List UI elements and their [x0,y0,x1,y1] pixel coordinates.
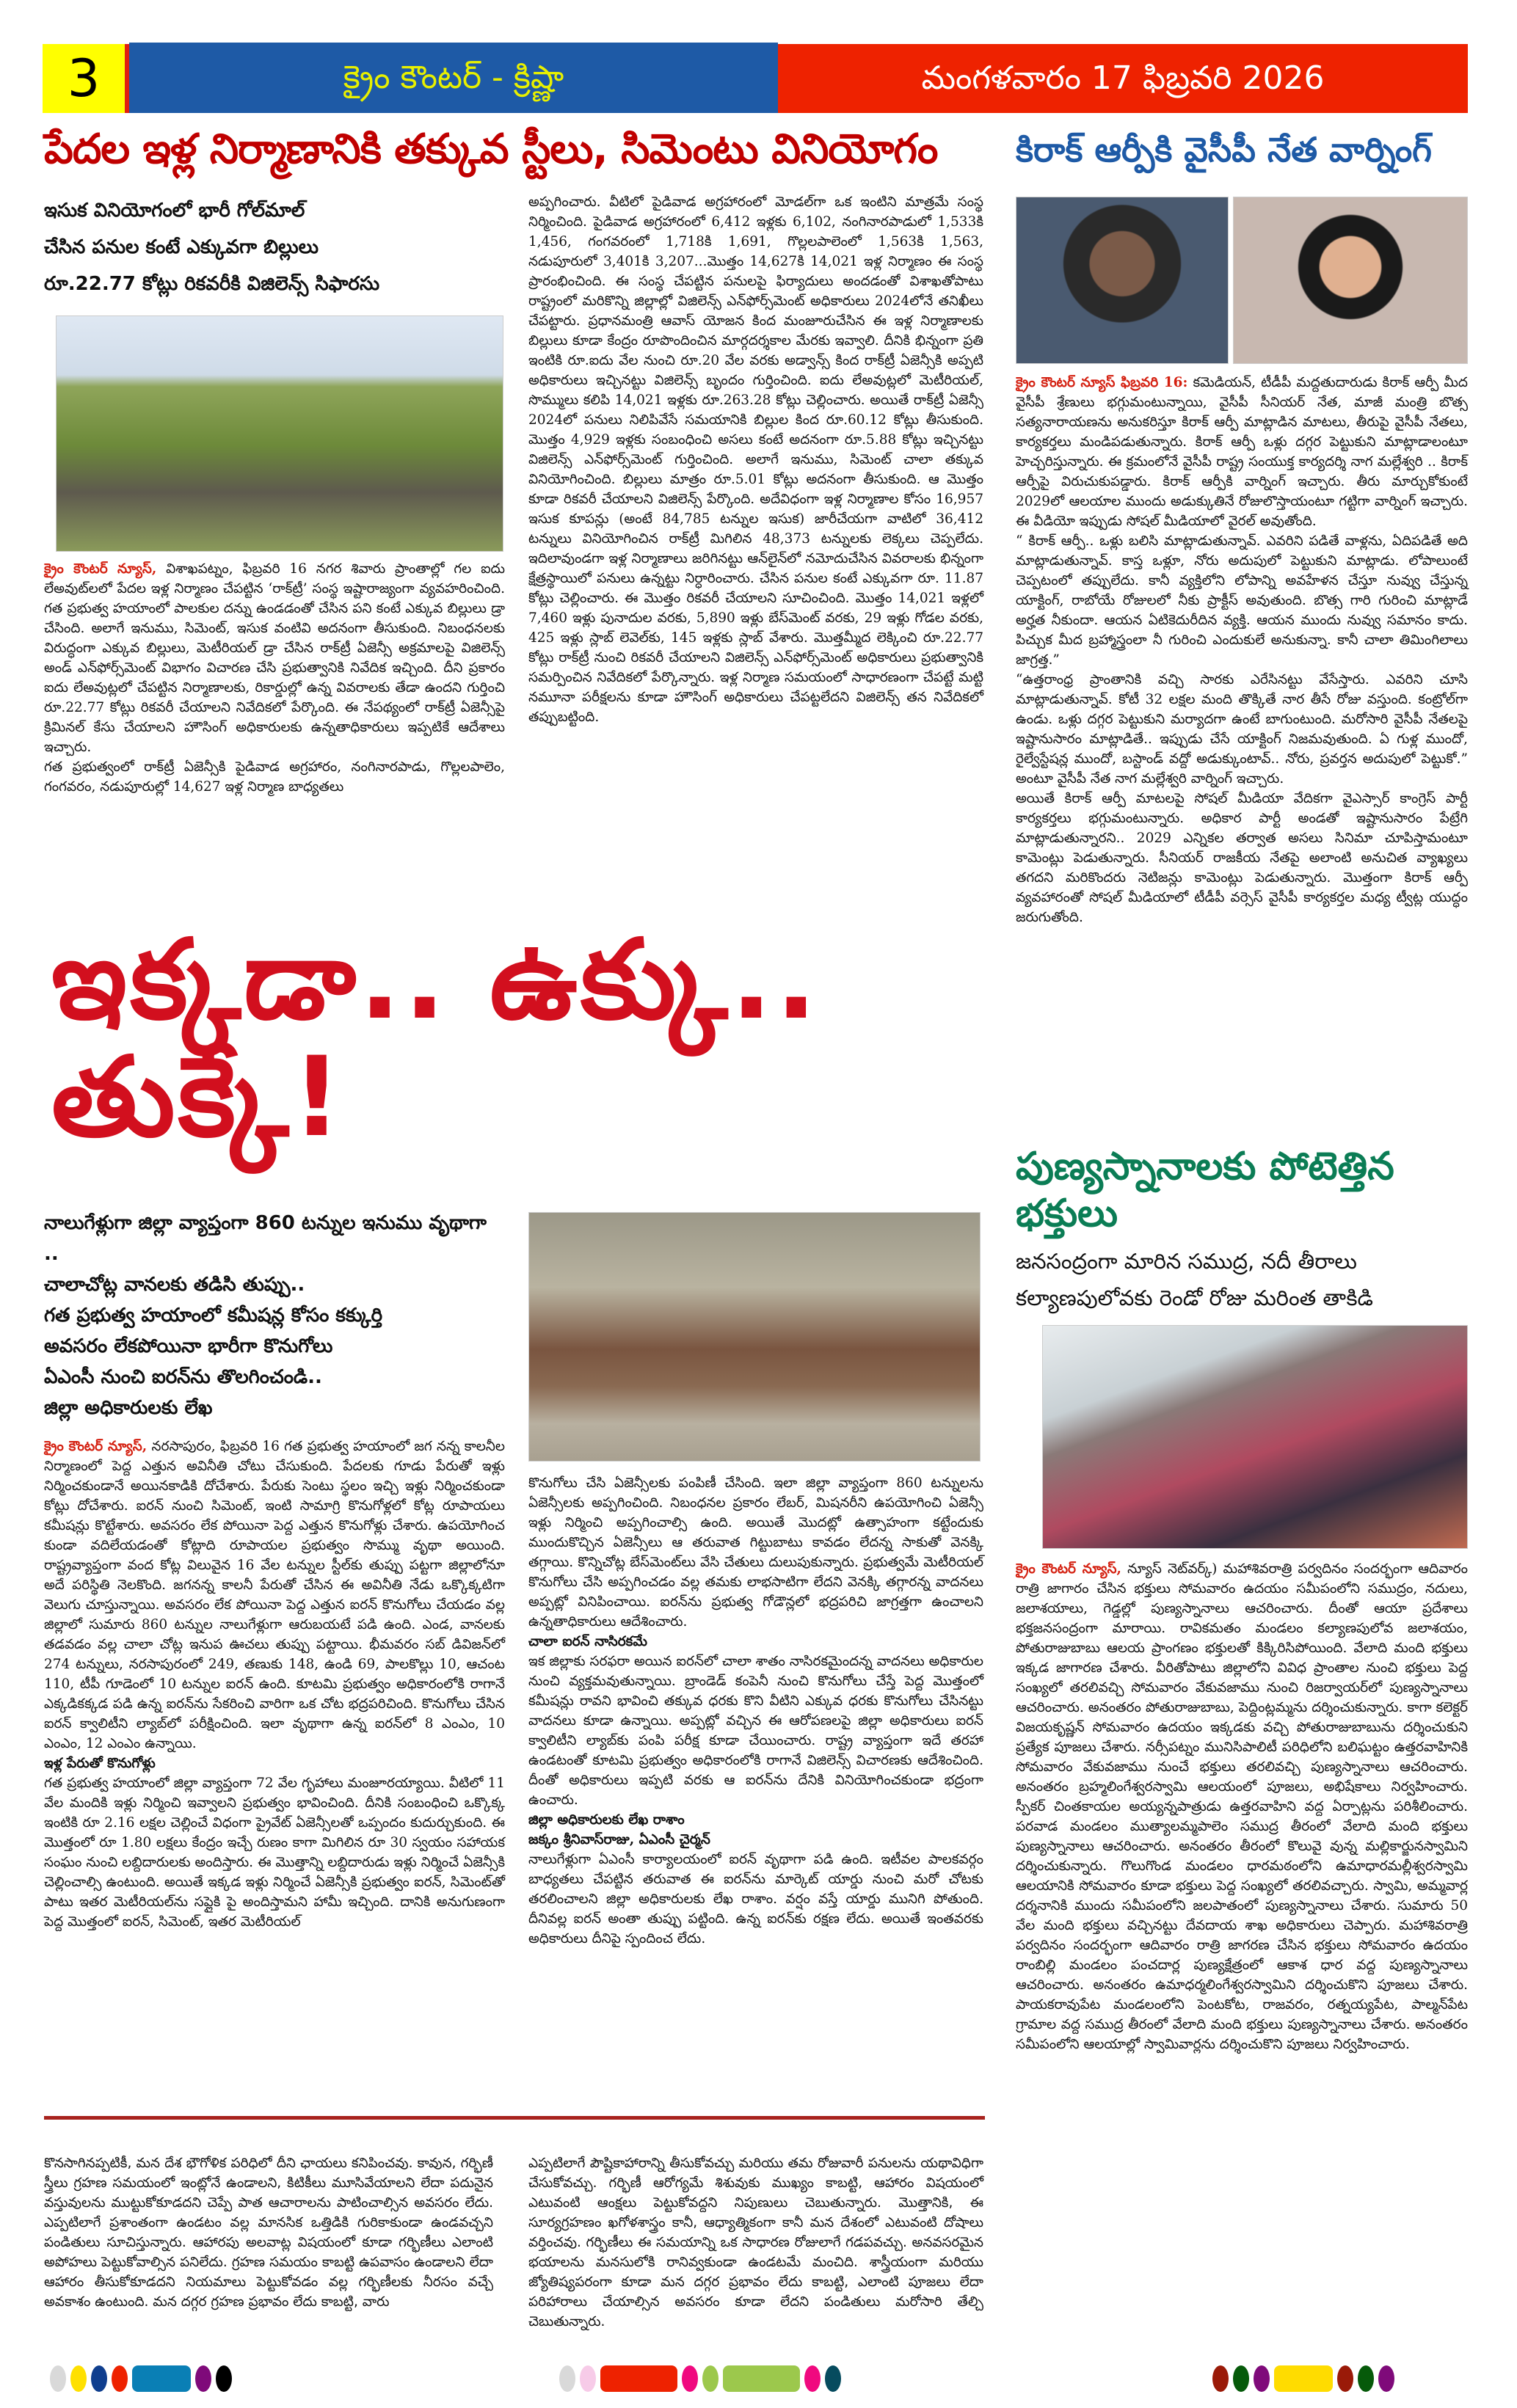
color-swatch [682,2365,698,2392]
section-subhead: జక్కం శ్రీనివాస్‌రాజు, ఏఎంసీ చైర్మన్ [528,1832,710,1847]
subhead: ఏఎంసీ నుంచి ఐరన్‌ను తొలగించండి.. [44,1366,322,1388]
subhead: నాలుగేళ్లుగా జిల్లా వ్యాప్తంగా 860 టన్నుల ఇనుము వృథాగా .. [44,1212,487,1265]
story3-col2 [528,1208,983,1949]
story5-col2: ఎప్పటిలాగే పౌష్టికాహారాన్ని తీసుకోవచ్చు మరియు తమ రోజువారీ పనులను యథావిధిగా చేసుకోవచ్చు. గర్భిణీ ఆరోగ్యమే శిశువుకు ముఖ్యం కాబట్టి, ఆహారం విషయంలో ఎటువంటి ఆంక్షలు పెట్టుకోవద్దని నిపుణులు చెబుతున్నారు. మొత్తానికి, ఈ సూర్యగ్రహణం ఖగోళశాస్త్రం కానీ, ఆధ్యాత్మికంగా కానీ మన దేశంలో ఎటువంటి దోషాలు వర్తించవు. గర్భిణీలు ఈ సమయాన్ని ఒక సాధారణ రోజులాగే గడపవచ్చు. అనవసరమైన భయాలను మనసులోకి రానివ్వకుండా ఉండటమే మంచిది. శాస్త్రీయంగా మరియు జ్యోతిష్యపరంగా కూడా మన దగ్గర ప్రభావం లేదు కాబట్టి, ఎలాంటి పూజలు లేదా పరిహారాలు చేయాల్సిన అవసరం కూడా లేదని పండితులు మరోసారి తేల్చి చెబుతున్నారు. [528,2156,983,2329]
section-subhead: ఇళ్ల పేరుతో కొనుగోళ్లు [44,1756,156,1771]
rusted-iron-photo [528,1212,981,1462]
right-column [1016,123,1468,2054]
subhead: చేసిన పనుల కంటే ఎక్కువగా బిల్లులు [44,236,319,258]
story3-col1 [44,1208,505,1932]
body-text: కొనుగోలు చేసి ఏజెన్సీలకు పంపిణీ చేసింది. ఇలా జిల్లా వ్యాప్తంగా 860 టన్నులను ఏజెన్సీలకు అప్పగించింది. నిబంధనల ప్రకారం లేబర్, మిషనరీని ఉపయోగించి ఏజెన్సీ ఇళ్లు నిర్మించి అప్పగించాల్సి ఉంది. అయితే మొదట్లో ఉత్సాహంగా కట్టేందుకు ముందుకొచ్చిన ఏజెన్సీలు ఆ తరువాత గిట్టుబాటు కావడం లేదన్న సాకుతో వెనక్కి తగ్గాయి. కొన్నిచోట్ల బేస్‌మెంట్‌లు వేసి చేతులు దులుపుకున్నారు. ప్రభుత్వమే మెటీరియల్ కొనుగోలు చేసి అప్పగించడం వల్ల తమకు లాభసాటిగా లేదని వెనక్కి తగ్గారన్న వాదనలు అప్పట్లో వినిపించాయి. ఐరన్‌ను ప్రభుత్వ గోడౌన్లలో భద్రపరిచి జాగ్రత్తగా ఉంచాలని ఉన్నతాధికారులు ఆదేశించారు. [528,1475,983,1630]
story3-columns [44,1208,985,2106]
story4-body [1016,1559,1468,2054]
dateline: క్రైం కౌంటర్ న్యూస్, [44,1439,148,1454]
subhead: జిల్లా అధికారులకు లేఖ [44,1397,213,1419]
body-text: “ఉత్తరాంధ్ర ప్రాంతానికి వచ్చి సారకు ఎరేసినట్టు వేసేస్తారు. ఎవరిని చూసి మాట్లాడుతున్నావ్. కోటీ 32 లక్షల మంది తొక్కితే నార తీసే రోజు వస్తుంది. కంట్రోల్‌గా ఉండు. ఒళ్లు దగ్గర పెట్టుకుని మర్యాదగా ఉంటే బాగుంటుంది. మరోసారి వైసీపీ నేతలపై ఇష్టానుసారం మాట్లాడితే.. ఇప్పుడు చేసే యాక్టింగ్ నిజమవుతుంది. ఏ గుళ్ల ముందో, రైల్వేస్టేషన్ల ముందో, బస్టాండ్ వద్దో అడుక్కుంటావ్.. నోరు, ప్రవర్తన అదుపులో పెట్టుకో.” అంటూ వైసీపీ నేత నాగ మల్లేశ్వరి వార్నింగ్ ఇచ్చారు. [1016,672,1468,787]
body-text: కమెడియన్, టీడీపీ మద్దతుదారుడు కిరాక్ ఆర్పీ మీద వైసీపీ శ్రేణులు భగ్గుమంటున్నాయి, వైసీపీ సీనియర్ నేత, మాజీ మంత్రి బొత్స సత్యనారాయణను అనుకరిస్తూ కిరాక్ ఆర్పీ మాట్లాడిన మాటలు, తీరుపై వైసీపీ నేతలు, కార్యకర్తలు మండిపడుతున్నారు. కిరాక్ ఆర్పీ ఒళ్లు దగ్గర పెట్టుకుని మాట్లాడాలంటూ హెచ్చరిస్తున్నారు. ఈ క్రమంలోనే వైసీపీ రాష్ట్ర సంయుక్త కార్యదర్శి నాగ మల్లేశ్వరి .. కిరాక్ ఆర్పీపై విరుచుకుపడ్డారు. కిరాక్ ఆర్పీకి వార్నింగ్ ఇచ్చారు. తీరు మార్చుకోకుంటే 2029లో ఆలయాల ముందు అడుక్కుతినే రోజులొస్తాయంటూ గట్టిగా వార్నింగ్ ఇచ్చారు. ఈ వీడియో ఇప్పుడు సోషల్ మీడియాలో వైరల్ అవుతోంది. [1016,375,1468,529]
story1-col2: అప్పగించారు. వీటిలో పైడివాడ అగ్రహారంలో మోడల్‌గా ఒక ఇంటిని మాత్రమే సంస్థ నిర్మించింది. పైడివాడ అగ్రహారంలో 6,412 ఇళ్లకు 6,102, నంగినారపాడులో 1,533కి 1,456, గంగవరంలో 1,718కి 1,691, గొల్లలపాలెంలో 1,563కి 1,563, నడుపూరులో 3,401కి 3,207...మొత్తం 14,627కి 14,021 ఇళ్ల నిర్మాణం ఈ సంస్థ ప్రారంభించింది. ఈ సంస్థ చేపట్టిన పనులపై ఫిర్యాదులు అందడంతో విశాఖతోపాటు రాష్ట్రంలో మరికొన్ని జిల్లాల్లో విజిలెన్స్ ఎన్‌ఫోర్స్‌మెంట్ అధికారులు 2024లోనే తనిఖీలు చేపట్టారు. ప్రధానమంత్రి ఆవాస్ యోజన కింద మంజూరుచేసిన ఈ ఇళ్ల నిర్మాణాలకు బిల్లులు కూడా కేంద్రం రూపొందించిన మార్గదర్శకాల మేరకు ఇవ్వాలి. దీనికి భిన్నంగా ప్రతి ఇంటికి రూ.ఐదు వేల నుంచి రూ.20 వేల వరకు అడ్వాన్స్ కింద రాక్‌ట్రీ ఏజెన్సీకి అప్పటి అధికారులు ఇచ్చినట్టు విజిలెన్స్ బృందం గుర్తించింది. ఐదు లేఅవుట్లలో మెటీరియల్, సొమ్ములు కలిపి 14,021 ఇళ్లకు రూ.263.28 కోట్లు చెల్లించారు. అయితే రాక్‌ట్రీ ఏజెన్సీ 2024లో పనులు నిలిపివేసే సమయానికి బిల్లుల కింద రూ.60.12 కోట్లు తీసుకుంది. మొత్తం 4,929 ఇళ్లకు సంబంధించి అసలు కంటే అదనంగా రూ.5.88 కోట్లు ఇచ్చినట్టు విజిలెన్స్ ఎన్‌ఫోర్స్‌మెంట్ గుర్తించింది. అలాగే ఇనుము, సిమెంట్ చాలా తక్కువ వినియోగించింది. బిల్లులు మాత్రం రూ.5.01 కోట్లు అదనంగా తీసుకుంది. ఆ మొత్తం కూడా రికవరీ చేయాలని విజిలెన్స్ పేర్కొంది. అదేవిధంగా ఇళ్ల నిర్మాణాల కోసం 16,957 ఇసుక కూపన్లు (అంటే 84,785 టన్నుల ఇసుక) జారీచేయగా వాటిలో 36,412 టన్నులు వినియోగించిన రాక్‌ట్రీ మిగిలిన 48,373 టన్నులకు లెక్కలు చెప్పలేదు. ఇదిలావుండగా ఇళ్ల నిర్మాణాలు జరిగినట్టు ఆన్‌లైన్‌లో నమోదుచేసిన వివరాలకు భిన్నంగా క్షేత్రస్థాయిలో పనులు ఉన్నట్టు నిర్ధారించారు. చేసిన పనుల కంటే ఎక్కువగా రూ. 11.87 కోట్లు చెల్లించారు. ఈ మొత్తం రికవరీ చేయాలని సూచించింది. మొత్తం 14,021 ఇళ్లలో 7,460 ఇళ్లు పునాదుల వరకు, 5,890 ఇళ్లు బేస్‌మెంట్ వరకు, 29 ఇళ్లు గోడల వరకు, 425 ఇళ్లు స్లాబ్ లెవెల్‌కు, 145 ఇళ్లకు స్లాబ్ వేశారు. మొత్తమ్మీద లెక్కించి రూ.22.77 కోట్లు రాక్‌ట్రీ నుంచి రికవరీ చేయాలని విజిలెన్స్ ఎన్‌ఫోర్స్‌మెంట్ అధికారులు ప్రభుత్వానికి సమర్పించిన నివేదికలో పేర్కొన్నారు. ఇళ్ల నిర్మాణ సమయంలో సాధారణంగా చేపట్టే మట్టి నమూనా పరీక్షలను కూడా హౌసింగ్ అధికారులు చేపట్టలేదని విజిలెన్స్ తన నివేదికలో తప్పుబట్టింది. [528,194,983,725]
body-text: “ కిరాక్ ఆర్పీ.. ఒళ్లు బలిసి మాట్లాడుతున్నావ్. ఎవరిని పడితే వాళ్లను, ఏదిపడితే అది మాట్లాడుతున్నావ్. కాస్త ఒళ్లూ, నోరు అదుపులో పెట్టుకుని మాట్లాడు. లోపాలుంటే చెప్పటంలో తప్పులేదు. కానీ వ్యక్తిలోని లోపాన్ని అవహేళన చేస్తూ నువ్వు చేస్తున్న యాక్టింగ్, రాబోయే రోజులలో నీకు ప్రాక్టీస్ అవుతుంది. బొత్స గారి గురించి మాట్లాడే అర్హత నీకుందా. ఆయన ఏటికెదురీదిన వ్యక్తి. ఆయన ముందు నువ్వు సమానం కాదు. పిచ్చుక మీద బ్రహ్మాస్త్రంలా నీ గురించి ఎందుకులే అనుకున్నా. కానీ చాలా తిమింగిలాలు జాగ్రత్త.” [1016,533,1468,668]
section-subhead: జిల్లా అధికారులకు లేఖ రాశాం [528,1812,685,1828]
page-body [44,0,1468,2332]
subhead: కల్యాణపులోవకు రెండో రోజు మరింత తాకిడి [1016,1285,1373,1310]
color-bar-center [559,2364,841,2393]
color-swatch [1254,2365,1270,2392]
subhead: చాలాచోట్ల వానలకు తడిసి తుప్పు.. [44,1274,305,1296]
color-swatch [1212,2365,1229,2392]
story3-col1-text [44,1437,505,1932]
subhead: ఇసుక వినియోగంలో భారీ గోల్‌మాల్ [44,200,305,222]
story3-col2-text [528,1473,983,1949]
body-text: నరసాపురం, ఫిబ్రవరి 16 గత ప్రభుత్వ హయాంలో జగ నన్న కాలనీల నిర్మాణంలో పెద్ద ఎత్తున అవినీతి చోటు చేసుకుంది. పేదలకు గూడు పేరుతో ఇళ్లు నిర్మించకుండానే అయినకాడికి దోచేశారు. పేరుకు సెంటు స్థలం ఇచ్చి ఇళ్లు నిర్మించకుండా కోట్లు దోచేశారు. ఐరన్ నుంచి సిమెంట్, ఇంటి సామాగ్రి కొనుగోళ్లలో కోట్ల రూపాయలు కమీషన్లు కొట్టేశారు. అవసరం లేక పోయినా పెద్ద ఎత్తున కొనుగోళ్లు చేశారు. ఉపయోగించ కుండా వదిలేయడంతో కోట్లాది రూపాయల ప్రభుత్వం సొమ్ము వృథా అయింది. రాష్ట్రవ్యాప్తంగా వంద కోట్ల విలువైన 16 వేల టన్నుల స్టీల్‌కు తుప్పు పట్టగా జిల్లాలోనూ అదే పరిస్థితి నెలకొంది. జగనన్న కాలనీ పేరుతో చేసిన ఈ అవినీతి నేడు ఒక్కొక్కటిగా వెలుగు చూస్తున్నాయి. అవసరం లేక పోయినా పెద్ద ఎత్తున ఐరన్ కొనుగోలు చేయడం వల్ల జిల్లాలో సుమారు 860 టన్నుల నాలుగేళ్లుగా ఆరుబయటే పడి ఉంది. ఎండ, వానలకు తడవడం వల్ల చాలా చోట్ల ఇనుప ఊచలు తుప్పు పట్టాయి. భీమవరం సబ్ డివిజన్‌లో 274 టన్నులు, నరసాపురంలో 249, తణుకు 148, ఉండి 69, పాలకొల్లు 10, ఆచంట 110, టీపీ గూడెంలో 10 టన్నుల ఐరన్ ఉంది. కూటమి ప్రభుత్వం అధికారంలోకి రాగానే ఎక్కడికక్కడ పడి ఉన్న ఐరన్‌ను సేకరించి వారిగా ఒక చోట భద్రపరిచింది. కొనుగోలు చేసిన ఐరన్ క్వాలిటీని ల్యాబ్‌లో పరీక్షించింది. ఇలా వృథాగా ఉన్న ఐరన్‌లో 8 ఎంఎం, 10 ఎంఎం, 12 ఎంఎం ఉన్నాయి. [44,1439,505,1751]
dateline: క్రైం కౌంటర్ న్యూస్ ఫిబ్రవరి 16: [1016,375,1188,390]
color-swatch [804,2365,821,2392]
color-swatch [580,2365,596,2392]
story1-headline: పేదల ఇళ్ల నిర్మాణానికి తక్కువ స్టీలు, సిమెంటు వినియోగం [44,125,938,173]
body-text: గత ప్రభుత్వంలో రాక్‌ట్రీ ఏజెన్సీకి పైడివాడ అగ్రహారం, నంగినారపాడు, గొల్లలపాలెం, గంగవరం, నడుపూరుల్లో 14,627 ఇళ్ల నిర్మాణ బాధ్యతలు [44,759,505,795]
color-bar-left [50,2364,232,2393]
page-number: 3 [43,44,129,113]
woman-speaking-photo [1233,197,1468,364]
color-bar-right [1212,2364,1394,2393]
color-swatch [723,2365,800,2392]
body-text: ఇక జిల్లాకు సరఫరా అయిన ఐరన్‌లో చాలా శాతం నాసిరకమైందన్న వాదనలు అధికారుల నుంచి వ్యక్తమవుతున్నాయి. బ్రాండెడ్ కంపెనీ నుంచి కొనుగోలు చేస్తే పెద్ద మొత్తంలో కమీషన్లు రావని భావించి తక్కువ ధరకు కొని వీటిని ఎక్కువ ధరకు కొనుగోలు చేసినట్టు వాదనలు కూడా ఉన్నాయి. అప్పట్లో వచ్చిన ఈ ఆరోపణలపై జిల్లా అధికారులు ఐరన్ క్వాలిటీని ల్యాబ్‌కు పంపి పరీక్ష కూడా చేయించారు. రాష్ట్ర వ్యాప్తంగా ఇదే తరహా ఉండటంతో కూటమి ప్రభుత్వం అధికారంలోకి రాగానే విజిలెన్స్ విచారణకు ఆదేశించింది. దీంతో అధికారులు ఇప్పటి వరకు ఆ ఐరన్‌ను దేనికి వినియోగించకుండా భద్రంగా ఉంచారు. [528,1654,983,1808]
story4-subheads [1016,1243,1468,1316]
color-swatch [216,2365,232,2392]
subhead: జనసంద్రంగా మారిన సముద్ర, నదీ తీరాలు [1016,1249,1357,1274]
section-title: క్రైం కౌంటర్ - క్రిష్ణా [129,43,778,113]
body-text: న్యూస్ నెట్‌వర్క్) మహాశివరాత్రి పర్వదినం సందర్భంగా ఆదివారం రాత్రి జాగారం చేసిన భక్తులు సోమవారం ఉదయం సమీపంలోని సముద్రం, నదులు, జలాశయాలు, గెడ్డల్లో పుణ్యస్నానాలు ఆచరించారు. దీంతో ఆయా ప్రదేశాలు భక్తజనసంద్రంగా మారాయి. రావికమతం మండలం కల్యాణపులోవ జలాశయం, పోతురాజుబాబు ఆలయ ప్రాంగణం భక్తులతో కిక్కిరిసిపోయింది. వేలాది మంది భక్తులు ఇక్కడ జాగారణ చేశారు. వీరితోపాటు జిల్లాలోని వివిధ ప్రాంతాల నుంచి భక్తులు పెద్ద సంఖ్యలో తరలివచ్చి సోమవారం వేకువజాము నుంచి రిజర్వాయర్‌లో పుణ్యస్నానాలు ఆచరించారు. అనంతరం పోతురాజుబాబు, పెద్దింట్లమ్మను దర్శించుకున్నారు. కాగా కలెక్టర్ విజయకృష్ణన్ సోమవారం ఉదయం ఇక్కడకు వచ్చి పోతురాజుబాబును దర్శించుకుని ప్రత్యేక పూజలు చేశారు. నర్సీపట్నం మునిసిపాలిటీ పరిధిలోని బలిఘట్టం ఉత్తరవాహినికి సోమవారం వేకువజాము నుంచే భక్తులు తరలివచ్చి పుణ్యస్నానాలు ఆచరించారు. అనంతరం బ్రహ్మలింగేశ్వరస్వామి ఆలయంలో పూజలు, అభిషేకాలు నిర్వహించారు. స్పీకర్ చింతకాయల అయ్యన్నపాత్రుడు ఉత్తరవాహిని వద్ద ఏర్పాట్లను పరిశీలించారు. పరవాడ మండలం ముత్యాలమ్మపాలెం సముద్ర తీరంలో వేలాది మంది భక్తులు పుణ్యస్నానాలు ఆచరించారు. అనంతరం తీరంలో కొలువై వున్న మల్లికార్జునస్వామిని దర్శించుకున్నారు. గొలుగొండ మండలం ధారమఠంలోని ఉమాధారమల్లీశ్వరస్వామి ఆలయానికి సోమవారం కూడా భక్తులు పెద్ద సంఖ్యలో తరలివచ్చారు. స్వామి, అమ్మవార్ల దర్శనానికి ముందు సమీపంలోని జలపాతంలో పుణ్యస్నానాలు చేశారు. సుమారు 50 వేల మంది భక్తులు వచ్చినట్టు దేవదాయ శాఖ అధికారులు చెప్పారు. మహాశివరాత్రి పర్వదినం సందర్భంగా ఆదివారం రాత్రి జాగరణ చేసిన భక్తులు సోమవారం ఉదయం రాంబిల్లి మండలం పంచదార్ల పుణ్యక్షేత్రంలో ఆకాశ ధార వద్ద పుణ్యస్నానాలు ఆచరించారు. అనంతరం ఉమాధర్మలింగేశ్వరస్వామిని దర్శించుకొని పూజలు చేశారు. పాయకరావుపేట మండలంలోని పెంటకోట, రాజవరం, రత్నయ్యపేట, పాల్మన్‌పేట గ్రామాల వద్ద సముద్ర తీరంలో వేలాది మంది భక్తులు పుణ్యస్నానాలు చేశారు. అనంతరం సమీపంలోని ఆలయాల్లో స్వామివార్లను దర్శించుకొని పూజలు నిర్వహించారు. [1016,1561,1468,2052]
subhead: అవసరం లేకపోయినా భారీగా కొనుగోలు [44,1335,333,1357]
color-swatch [1233,2365,1249,2392]
color-swatch [825,2365,841,2392]
man-speaking-photo [1016,197,1229,364]
body-text: గత ప్రభుత్వ హయాంలో జిల్లా వ్యాప్తంగా 72 వేల గృహాలు మంజూరయ్యాయి. వీటిలో 11 వేల మందికి ఇళ్లు నిర్మించి ఇవ్వాలని ప్రభుత్వం భావించింది. దీనికి సంబంధించి ఒక్కొక్క ఇంటికి రూ 2.16 లక్షల చెల్లించే విధంగా ప్రైవేట్ ఏజెన్సీలతో ఒప్పందం కుదుర్చుకుంది. ఈ మొత్తంలో రూ 1.80 లక్షలు కేంద్రం ఇచ్చే రుణం కాగా మిగిలిన రూ 30 స్వయం సహాయక సంఘం నుంచి లబ్దిదారులకు అందిస్తారు. ఈ మొత్తాన్ని లబ్దిదారుడు ఇళ్లు నిర్మించే ఏజెన్సీకి చెల్లించాల్సి ఉంటుంది. అయితే ఇక్కడ ఇళ్లు నిర్మించే ఏజెన్సీకి ప్రభుత్వం ఐరన్, సిమెంట్‌తో పాటు ఇతర మెటీరియల్‌ను సప్లైకి పై అందిస్తామని హామీ ఇచ్చింది. దానికి అనుగుణంగా పెద్ద మొత్తంలో ఐరన్, సిమెంట్, ఇతర మెటీరియల్ [44,1776,505,1930]
devotees-crowd-photo [1042,1325,1468,1549]
color-swatch [1337,2365,1353,2392]
section-subhead: చాలా ఐరన్ నాసిరకమే [528,1634,647,1649]
story5-columns [44,2153,985,2332]
story4-headline: పుణ్యస్నానాలకు పోటెత్తిన భక్తులు [1016,1145,1394,1236]
color-registration-footer [0,2349,1517,2408]
story5-col1: కొనసాగినప్పటికీ, మన దేశ భౌగోళిక పరిధిలో దీని ఛాయలు కనిపించవు. కావున, గర్భిణీ స్త్రీలు గ్రహణ సమయంలో ఇంట్లోనే ఉండాలని, కిటికీలు మూసివేయాలని లేదా పదునైన వస్తువులను ముట్టుకోకూడదని చెప్పే పాత ఆచారాలను పాటించాల్సిన అవసరం లేదు. ఎప్పటిలాగే ప్రశాంతంగా ఉండటం వల్ల మానసిక ఒత్తిడికి గురికాకుండా ఉండవచ్చని పండితులు సూచిస్తున్నారు. ఆహారపు అలవాట్ల విషయంలో కూడా గర్భిణీలు ఎలాంటి అపోహలు పెట్టుకోవాల్సిన పనిలేదు. గ్రహణ సమయం కాబట్టి ఉపవాసం ఉండాలని లేదా ఆహారం తీసుకోకూడదని నియమాలు పెట్టుకోవడం వల్ల గర్భిణీలకు నీరసం వచ్చే అవకాశం ఉంటుంది. మన దగ్గర గ్రహణ ప్రభావం లేదు కాబట్టి, వారు [44,2156,493,2310]
color-swatch [1274,2365,1333,2392]
color-swatch [195,2365,211,2392]
subhead: గత ప్రభుత్వ హయాంలో కమీషన్ల కోసం కక్కుర్తి [44,1305,383,1327]
color-swatch [132,2365,191,2392]
issue-date: మంగళవారం 17 ఫిబ్రవరి 2026 [778,44,1468,113]
color-swatch [70,2365,87,2392]
story1-columns [44,192,985,916]
color-swatch [702,2365,719,2392]
color-swatch [91,2365,107,2392]
dateline: క్రైం కౌంటర్ న్యూస్, [44,561,157,577]
body-text: అయితే కిరాక్ ఆర్పీ మాటలపై సోషల్ మీడియా వేదికగా వైఎస్సార్ కాంగ్రెస్ పార్టీ కార్యకర్తలు భగ్గుమంటున్నారు. అధికార పార్టీ అండతో ఇష్టానుసారం పేట్రేగి మాట్లాడుతున్నారని.. 2029 ఎన్నికల తర్వాత అసలు సినిమా చూపిస్తామంటూ కామెంట్లు పెడుతున్నారు. సీనియర్ రాజకీయ నేతపై అలాంటి అనుచిత వ్యాఖ్యలు తగదని మరికొందరు నెటిజన్లు కామెంట్లు పెడుతున్నారు. మొత్తంగా కిరాక్ ఆర్పీ వ్యవహారంతో సోషల్ మీడియాలో టీడీపీ వర్సెస్ వైసీపీ కార్యకర్తల మధ్య ట్వీట్ల యుద్ధం జరుగుతోంది. [1016,791,1468,925]
story3-headline: ఇక్కడా.. ఉక్కు.. తుక్కే! [51,916,821,1161]
color-swatch [1378,2365,1394,2392]
story2-photos [1016,197,1468,364]
color-swatch [1358,2365,1374,2392]
color-swatch [112,2365,128,2392]
main-area [44,123,985,2332]
story2-body [1016,373,1468,1136]
color-swatch [600,2365,677,2392]
body-text: నాలుగేళ్లుగా ఏఎంసీ కార్యాలయంలో ఐరన్ వృథాగా పడి ఉంది. ఇటీవల పాలకవర్గం బాధ్యతలు చేపట్టిన తరువాత ఈ ఐరన్‌ను మార్కెట్ యార్డు నుంచి మరో చోటకు తరలించాలని జిల్లా అధికారులకు లేఖ రాశాం. వర్షం వస్తే యార్డు మునిగి పోతుంది. దీనివల్ల ఐరన్ అంతా తుప్పు పట్టింది. ఉన్న ఐరన్‌కు రక్షణ లేదు. అయితే ఇంతవరకు అధికారులు దీనిపై స్పందించ లేదు. [528,1852,983,1947]
body-text: విశాఖపట్నం, ఫిబ్రవరి 16 నగర శివారు ప్రాంతాల్లో గల ఐదు లేఅవుట్‌లలో పేదల ఇళ్ల నిర్మాణం చేపట్టిన ‘రాక్‌ట్రీ’ సంస్థ ఇష్టారాజ్యంగా వ్యవహరించింది. గత ప్రభుత్వ హయాంలో పాలకుల దన్ను ఉండడంతో చేసిన పని కంటే ఎక్కువ బిల్లులు డ్రా చేసింది. అలాగే ఇనుము, సిమెంట్, ఇసుక వంటివి అదనంగా తీసుకుంది. నిబంధనలకు విరుద్ధంగా ఎక్కువ బిల్లులు, మెటీరియల్ డ్రా చేసిన రాక్‌ట్రీ ఏజెన్సీ అక్రమాలపై విజిలెన్స్ అండ్ ఎన్‌ఫోర్స్‌మెంట్ విభాగం విచారణ చేసి ప్రభుత్వానికి నివేదిక ఇచ్చింది. దీని ప్రకారం ఐదు లేఅవుట్లలో చేపట్టిన నిర్మాణాలకు, రికార్డుల్లో ఉన్న వివరాలకు తేడా ఉందని గుర్తించి రూ.22.77 కోట్లు రికవరీ చేయాలని నివేదికలో పేర్కొంది. ఈ నేపథ్యంలో రాక్‌ట్రీ ఏజెన్సీపై క్రిమినల్ కేసు చేయాలని హౌసింగ్ అధికారులకు ఉన్నతాధికారులు ఇప్పటికే ఆదేశాలు ఇచ్చారు. [44,561,505,755]
story1-col1 [44,192,505,797]
color-swatch [559,2365,575,2392]
story2-headline: కిరాక్ ఆర్పీకి వైసీపీ నేత వార్నింగ్ [1016,130,1432,169]
color-swatch [50,2365,66,2392]
dateline: క్రైం కౌంటర్ న్యూస్, [1016,1561,1121,1577]
subhead: రూ.22.77 కోట్లు రికవరీకి విజిలెన్స్ సిఫారసు [44,273,380,295]
housing-site-photo [56,315,503,552]
section-divider [44,2116,985,2120]
story1-col1-text [44,559,505,797]
